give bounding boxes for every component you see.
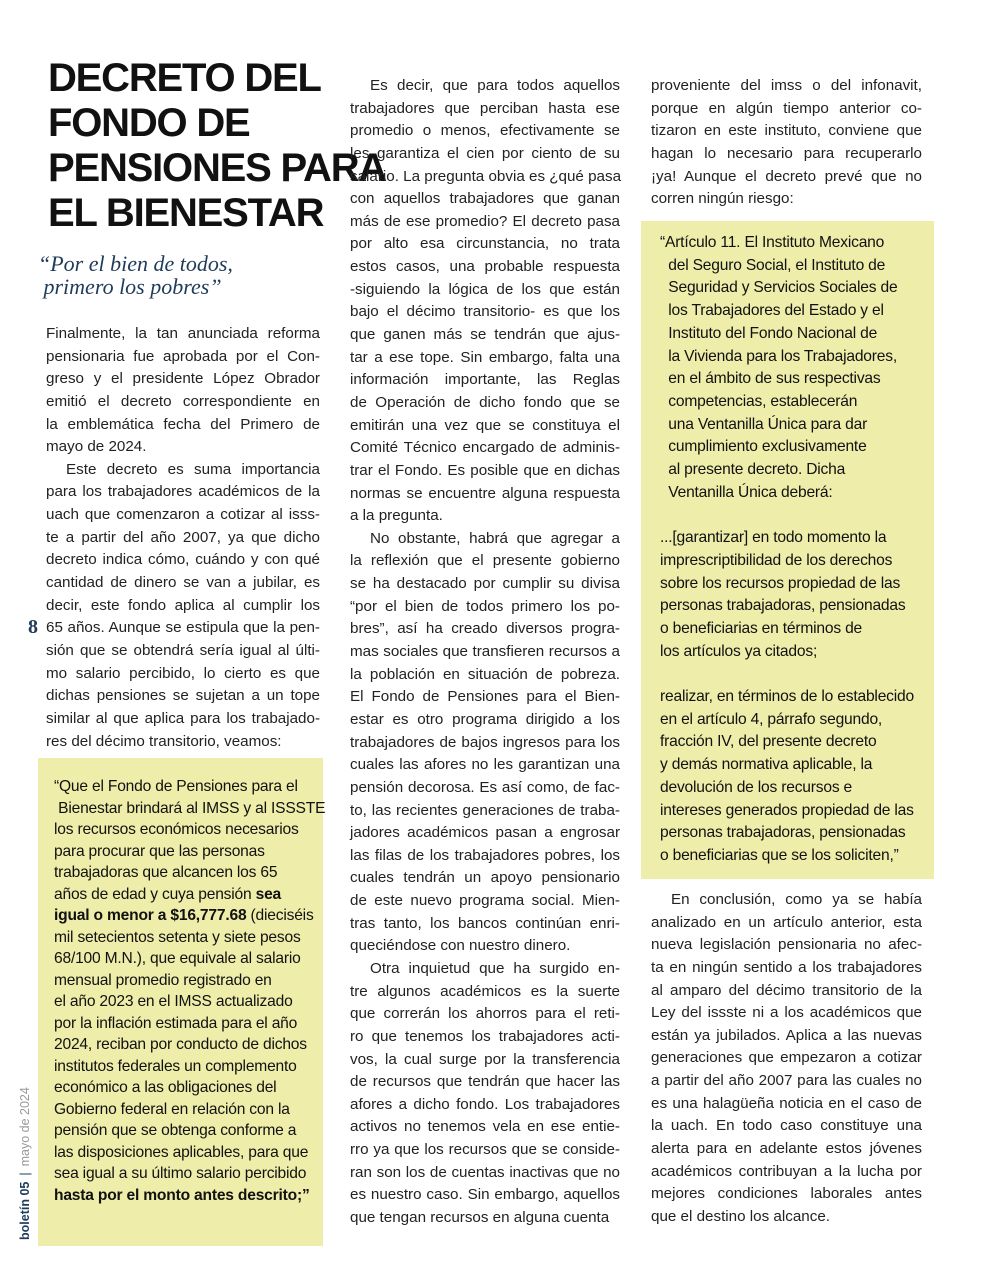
page-number: 8 (28, 616, 38, 638)
text-line: las filas de los trabajadores pobres, los (350, 846, 620, 864)
quote-text: o beneficiarias en términos de (660, 619, 863, 637)
title-line: DECRETO DEL (48, 56, 321, 100)
quote-line (660, 641, 914, 664)
quote-line (54, 1034, 325, 1056)
quote-line (660, 573, 914, 596)
quote-text: en el ámbito de sus respectivas (660, 370, 881, 388)
text-line: ro que tenemos los trabajadores acti- (350, 1027, 620, 1045)
quote-line (54, 905, 325, 927)
quote-line (54, 1077, 325, 1099)
quote-line (54, 1142, 325, 1164)
text-line: queciéndose con nuestro dinero. (350, 937, 571, 955)
quote-text: al presente decreto. Dicha (660, 461, 846, 479)
text-line: Este decreto es suma importancia (66, 460, 320, 478)
text-line: jadores académicos pasan a engrosar (350, 824, 620, 842)
quote-text: 68/100 M.N.), que equivale al salario (54, 950, 301, 967)
quote-text: fracción IV, del presente decreto (660, 733, 877, 751)
footer-issue-date (18, 1087, 32, 1240)
text-line: cantidad de dinero se van a jubilar, es (46, 574, 320, 592)
quote-text: institutos federales un complemento (54, 1057, 297, 1075)
quote-text: los Trabajadores del Estado y el (660, 302, 884, 320)
footer-separator: | (18, 1172, 32, 1176)
text-line: que tengan recursos en alguna cuenta (350, 1209, 610, 1227)
text-line: Otra inquietud que ha surgido en- (370, 959, 620, 977)
quote-text: cumplimiento exclusivamente (660, 438, 867, 456)
quote-line (54, 1163, 325, 1185)
quote-text: mensual promedio registrado en (54, 971, 272, 989)
quote-line (54, 991, 325, 1013)
text-line: mo salario percibido, lo cierto es que (46, 664, 320, 682)
quote-line (660, 686, 914, 709)
text-line: to, las recientes generaciones de traba- (350, 801, 620, 819)
quote-text: en el artículo 4, párrafo segundo, (660, 710, 883, 728)
quote-text: (dieciséis (246, 907, 314, 924)
quote-text: personas trabajadoras, pensionadas (660, 597, 906, 615)
quote-line (660, 482, 914, 505)
quote-text: competencias, establecerán (660, 392, 858, 410)
quote-text: o beneficiarias que se los soliciten,” (660, 846, 899, 864)
text-line: que ganen más se tendrán que ajus- (350, 326, 620, 344)
text-line: pensión decorosa. Es así como, de fac- (350, 778, 620, 796)
text-line: a la pregunta. (350, 507, 443, 525)
quote-text: del Seguro Social, el Instituto de (660, 256, 886, 274)
text-line: 65 años. Aunque se estipula que la pen- (46, 619, 320, 637)
quote-text: 2024, reciban por conducto de dichos (54, 1036, 307, 1053)
text-line: activos no tenemos vela en ese entie- (350, 1118, 620, 1136)
quote-line (660, 277, 914, 300)
quote-text: años de edad y cuya pensión (54, 885, 256, 903)
text-line: académicos contribuyan a la lucha por (651, 1162, 922, 1180)
quote-text: personas trabajadoras, pensionadas (660, 824, 906, 842)
quote-text: realizar, en términos de lo establecido (660, 688, 914, 706)
text-line: les garantiza el cien por ciento de su (350, 144, 620, 162)
quote-line (660, 709, 914, 732)
quote-text: Instituto del Fondo Nacional de (660, 324, 878, 342)
quote-text: ...[garantizar] en todo momento la (660, 529, 887, 547)
quote-text: Ventanilla Única deberá: (660, 483, 833, 501)
text-line: a partir del año 2007 para las cuales no (651, 1072, 922, 1090)
quote-text: devolución de los recursos e (660, 778, 853, 796)
quote-line (660, 391, 914, 414)
text-line: analizado en un artículo anterior, esta (651, 913, 922, 931)
text-line: sión que se obtendrá sería igual al últi- (46, 641, 320, 659)
quote-line (54, 1185, 325, 1207)
quote-line (660, 595, 914, 618)
text-line: más de ese promedio? El decreto pasa (350, 212, 620, 230)
text-line: tras tanto, los bancos continúan enri- (350, 914, 620, 932)
quote-line (54, 948, 325, 970)
title-line: FONDO DE (48, 101, 250, 145)
text-line: uach que comenzaron a cotizar al isss- (46, 506, 320, 524)
article-title (48, 56, 387, 236)
text-line: rro ya que los recursos que se conside- (350, 1141, 620, 1159)
text-line: generaciones que empezaron a cotizar (651, 1049, 922, 1067)
text-line: normas se encuentre alguna respuesta (350, 484, 620, 502)
text-line: que correrán los ahorros para el reti- (350, 1005, 620, 1023)
text-line: nueva legislación pensionaria no afec- (651, 936, 922, 954)
quote-line (660, 232, 914, 255)
quote-text: Gobierno federal en relación con la (54, 1100, 290, 1118)
quote-text: económico a las obligaciones del (54, 1079, 277, 1096)
text-line: trabajadores que perciban hasta ese (350, 99, 620, 117)
quote-line (660, 459, 914, 482)
text-line: para los trabajadores académicos de la (46, 483, 320, 501)
text-line: emitirán una vez que se constituya el (350, 416, 620, 434)
text-line: mas sociales que transfieren recursos a (350, 643, 620, 661)
quote-line (54, 1120, 325, 1142)
text-line: vos, la cual surge por la transferencia (350, 1050, 620, 1068)
text-line: tizaron en este instituto, conviene que (651, 122, 922, 140)
quote-text: sobre los recursos propiedad de las (660, 574, 901, 592)
text-line: emitió el decreto correspondiente en (46, 392, 320, 410)
quote-text: una Ventanilla Única para dar (660, 415, 868, 433)
text-line: bajo el décimo transitorio- es que los (350, 303, 620, 321)
quote-line (54, 776, 325, 798)
epigraph-line: primero los pobres” (38, 274, 222, 299)
quote-text: para procurar que las personas (54, 842, 265, 860)
text-line: porque en algún tiempo anterior co- (651, 99, 922, 117)
epigraph-line: “Por el bien de todos, (38, 251, 233, 276)
text-line: afores a dicho fondo. Los trabajadores (350, 1095, 620, 1113)
issue-date: mayo de 2024 (18, 1087, 32, 1167)
column-3-intro (651, 75, 922, 211)
quote-line (660, 504, 914, 527)
quote-line (660, 300, 914, 323)
text-line: mayo de 2024. (46, 438, 147, 456)
quote-line (54, 884, 325, 906)
quote-line (54, 841, 325, 863)
bold-text: hasta por el monto antes descrito;” (54, 1186, 310, 1204)
text-line: la población en situación de pobreza. (350, 665, 620, 683)
quote-line (54, 927, 325, 949)
text-line: de recursos que tendrán que hacer las (350, 1073, 620, 1091)
text-line: En conclusión, como ya se había (671, 891, 922, 908)
quote-line (660, 663, 914, 686)
quote-text: los recursos económicos necesarios (54, 821, 299, 838)
quote-line (54, 819, 325, 841)
epigraph (38, 252, 233, 298)
text-line: bres”, así ha creado diversos progra- (350, 620, 620, 638)
quote-text: “Que el Fondo de Pensiones para el (54, 778, 298, 795)
text-line: greso y el presidente López Obrador (46, 370, 320, 388)
text-line: tar a ese tope. Sin embargo, falta una (350, 348, 620, 366)
column-2-body (350, 75, 620, 1230)
bold-text: igual o menor a $16,777.68 (54, 907, 247, 924)
text-line: mejores condiciones laborales antes (651, 1185, 922, 1203)
quote-line (54, 1099, 325, 1121)
quote-line (660, 822, 914, 845)
quote-line (54, 1056, 325, 1078)
text-line: Finalmente, la tan anunciada reforma (46, 325, 320, 342)
text-line: es nuestro caso. Sin embargo, aquellos (350, 1186, 620, 1204)
text-line: Comité Técnico encargado de adminis- (350, 439, 620, 457)
text-line: la reflexión que el presente gobierno (350, 552, 620, 570)
quote-text (660, 506, 664, 523)
quote-text: el año 2023 en el IMSS actualizado (54, 993, 293, 1010)
text-line: ran son los de cuentas inactivas que no (350, 1163, 620, 1181)
text-line: El Fondo de Pensiones para el Bien- (350, 688, 620, 706)
quote-line (54, 970, 325, 992)
quote-text: las disposiciones aplicables, para que (54, 1143, 309, 1161)
text-line: pensionaria fue aprobada por el Con- (46, 347, 320, 365)
issue-label: boletín 05 (18, 1181, 32, 1240)
text-line: res del décimo transitorio, veamos: (46, 732, 282, 750)
text-line: hagan lo necesario para recuperarlo (651, 144, 922, 162)
quote-line (660, 754, 914, 777)
quote-line (660, 777, 914, 800)
quote-line (660, 346, 914, 369)
text-line: -siguiendo la lógica de los que están (350, 280, 620, 298)
decree-quote-1-text (54, 776, 325, 1206)
text-line: información importante, las Reglas (350, 371, 620, 389)
quote-text: y demás normativa aplicable, la (660, 756, 873, 774)
quote-text: la Vivienda para los Trabajadores, (660, 347, 897, 365)
quote-line (660, 731, 914, 754)
quote-line (660, 368, 914, 391)
text-line: la emblemática fecha del Primero de (46, 415, 320, 433)
quote-text: imprescriptibilidad de los derechos (660, 551, 893, 569)
quote-text: Seguridad y Servicios Sociales de (660, 279, 898, 297)
text-line: decreto indica cómo, cuándo y con qué (46, 551, 320, 569)
text-line: cuales tendrán un apoyo pensionario (350, 869, 620, 887)
quote-line (660, 436, 914, 459)
quote-line (54, 1013, 325, 1035)
text-line: con aquellos trabajadores que ganan (350, 190, 620, 208)
text-line: cuales las afores no les garantizan una (350, 756, 620, 774)
text-line: por alto esa circunstancia, no trata (350, 235, 620, 253)
quote-line (660, 323, 914, 346)
text-line: estos casos, una probable respuesta (350, 258, 620, 276)
quote-text: por la inflación estimada para el año (54, 1014, 298, 1032)
text-line: te a partir del año 2007, ya que dicho (46, 528, 320, 546)
quote-text: pensión que se obtenga conforme a (54, 1122, 297, 1139)
text-line: se ha destacado por cumplir su divisa (350, 575, 620, 593)
text-line: es una halagüeña noticia en el caso de (651, 1094, 922, 1112)
title-line: EL BIENESTAR (48, 191, 324, 235)
text-line: “por el bien de todos primero los po- (350, 597, 620, 615)
text-line: No obstante, habrá que agregar a (370, 529, 620, 547)
quote-text: trabajadoras que alcancen los 65 (54, 864, 278, 881)
text-line: ¡ya! Aunque el decreto prevé que no (651, 167, 922, 185)
text-line: la uach. En todo caso constituye una (651, 1117, 922, 1135)
quote-text: mil setecientos setenta y siete pesos (54, 928, 301, 946)
quote-text: Bienestar brindará al IMSS y al ISSSTE (54, 799, 326, 817)
text-line: Es decir, que para todos aquellos (370, 77, 620, 94)
text-line: al amparo del décimo transitorio de la (651, 981, 922, 999)
quote-line (660, 800, 914, 823)
column-3-conclusion (651, 889, 922, 1229)
text-line: trabajadores de bajos ingresos para los (350, 733, 620, 751)
title-line: PENSIONES PARA (48, 146, 387, 190)
quote-line (660, 845, 914, 868)
text-line: de Operación de dicho fondo que se (350, 393, 620, 411)
text-line: promedio o menos, efectivamente se (350, 122, 620, 140)
text-line: están ya jubilados. Aplica a las nuevas (651, 1026, 922, 1044)
text-line: corren ningún riesgo: (651, 190, 794, 208)
text-line: estar es otro programa dirigido a los (350, 710, 620, 728)
quote-line (54, 798, 325, 820)
quote-line (660, 414, 914, 437)
text-line: alerta para en adelante estos jóvenes (651, 1140, 922, 1158)
quote-line (660, 255, 914, 278)
quote-text (660, 665, 664, 682)
text-line: salario. La pregunta obvia es ¿qué pasa (350, 167, 622, 185)
text-line: ta en ningún sentido a los trabajadores (651, 958, 922, 976)
text-line: de este nuevo programa social. Mien- (350, 892, 620, 910)
decree-quote-2-text (660, 232, 914, 868)
quote-line (660, 550, 914, 573)
text-line: dichas pensiones se sujetan a un tope (46, 687, 320, 705)
quote-text: “Artículo 11. El Instituto Mexicano (660, 234, 885, 251)
text-line: trar el Fondo. Es posible que en dichas (350, 461, 620, 479)
column-1-body (46, 323, 320, 753)
quote-text: intereses generados propiedad de las (660, 801, 914, 819)
text-line: decir, este fondo aplica al cumplir los (46, 596, 320, 614)
text-line: Ley del issste ni a los académicos que (651, 1004, 922, 1022)
text-line: tre algunos académicos es la suerte (350, 982, 620, 1000)
quote-line (54, 862, 325, 884)
text-line: que el destino los alcance. (651, 1207, 830, 1225)
quote-line (660, 527, 914, 550)
text-line: similar al que aplica para los trabajado- (46, 709, 320, 727)
bold-text: sea (255, 885, 282, 903)
quote-text: los artículos ya citados; (660, 642, 818, 660)
quote-line (660, 618, 914, 641)
text-line: proveniente del imss o del infonavit, (651, 77, 922, 94)
quote-text: sea igual a su último salario percibido (54, 1165, 307, 1182)
